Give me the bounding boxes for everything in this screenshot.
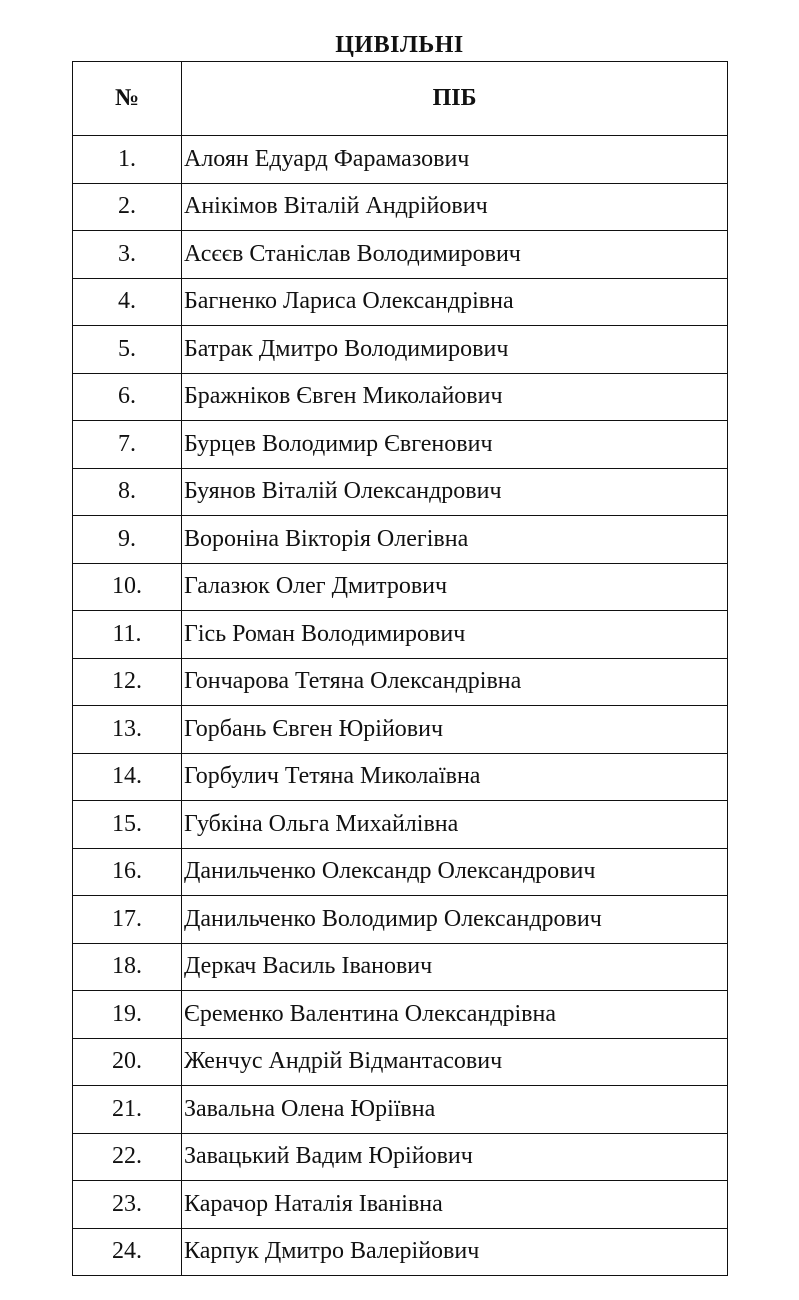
row-number: 21. <box>73 1086 182 1134</box>
column-header-number: № <box>73 62 182 136</box>
row-name: Алоян Едуард Фарамазович <box>182 136 728 184</box>
table-row <box>73 753 728 801</box>
table-row <box>73 848 728 896</box>
row-name: Горбулич Тетяна Миколаївна <box>182 753 728 801</box>
row-number: 23. <box>73 1181 182 1229</box>
table-row <box>73 1086 728 1134</box>
table-body <box>73 136 728 1276</box>
row-name: Женчус Андрій Відмантасович <box>182 1038 728 1086</box>
header-row <box>73 62 728 136</box>
row-name: Карачор Наталія Іванівна <box>182 1181 728 1229</box>
row-name: Асєєв Станіслав Володимирович <box>182 231 728 279</box>
row-number: 17. <box>73 896 182 944</box>
row-number: 13. <box>73 706 182 754</box>
table-row <box>73 1228 728 1276</box>
table-row <box>73 658 728 706</box>
table-row <box>73 373 728 421</box>
column-header-name: ПІБ <box>182 62 728 136</box>
row-name: Багненко Лариса Олександрівна <box>182 278 728 326</box>
row-name: Горбань Євген Юрійович <box>182 706 728 754</box>
row-number: 7. <box>73 421 182 469</box>
table-row <box>73 136 728 184</box>
row-number: 10. <box>73 563 182 611</box>
table-row <box>73 1133 728 1181</box>
row-number: 22. <box>73 1133 182 1181</box>
table-header <box>73 62 728 136</box>
row-name: Карпук Дмитро Валерійович <box>182 1228 728 1276</box>
row-name: Деркач Василь Іванович <box>182 943 728 991</box>
table-row <box>73 421 728 469</box>
row-number: 24. <box>73 1228 182 1276</box>
row-number: 4. <box>73 278 182 326</box>
row-name: Єременко Валентина Олександрівна <box>182 991 728 1039</box>
row-number: 16. <box>73 848 182 896</box>
row-name: Завацький Вадим Юрійович <box>182 1133 728 1181</box>
document-title: ЦИВІЛЬНІ <box>335 32 464 58</box>
table-row <box>73 943 728 991</box>
row-name: Батрак Дмитро Володимирович <box>182 326 728 374</box>
row-name: Данильченко Олександр Олександрович <box>182 848 728 896</box>
row-number: 20. <box>73 1038 182 1086</box>
row-name: Данильченко Володимир Олександрович <box>182 896 728 944</box>
row-name: Бурцев Володимир Євгенович <box>182 421 728 469</box>
table-row <box>73 231 728 279</box>
row-number: 18. <box>73 943 182 991</box>
row-number: 15. <box>73 801 182 849</box>
row-number: 5. <box>73 326 182 374</box>
roster-table <box>72 61 728 1276</box>
row-number: 19. <box>73 991 182 1039</box>
table-row <box>73 1181 728 1229</box>
table-row <box>73 468 728 516</box>
row-number: 12. <box>73 658 182 706</box>
table-row <box>73 563 728 611</box>
row-name: Губкіна Ольга Михайлівна <box>182 801 728 849</box>
table-row <box>73 183 728 231</box>
table-row <box>73 516 728 564</box>
row-name: Гончарова Тетяна Олександрівна <box>182 658 728 706</box>
table-row <box>73 801 728 849</box>
table-row <box>73 991 728 1039</box>
row-name: Гісь Роман Володимирович <box>182 611 728 659</box>
row-number: 3. <box>73 231 182 279</box>
table-row <box>73 1038 728 1086</box>
table-row <box>73 896 728 944</box>
table-row <box>73 611 728 659</box>
row-name: Бражніков Євген Миколайович <box>182 373 728 421</box>
row-number: 9. <box>73 516 182 564</box>
table-row <box>73 326 728 374</box>
row-number: 11. <box>73 611 182 659</box>
row-name: Буянов Віталій Олександрович <box>182 468 728 516</box>
row-name: Завальна Олена Юріївна <box>182 1086 728 1134</box>
row-number: 14. <box>73 753 182 801</box>
row-name: Вороніна Вікторія Олегівна <box>182 516 728 564</box>
row-name: Анікімов Віталій Андрійович <box>182 183 728 231</box>
table-row <box>73 706 728 754</box>
row-number: 8. <box>73 468 182 516</box>
row-number: 6. <box>73 373 182 421</box>
table-row <box>73 278 728 326</box>
row-name: Галазюк Олег Дмитрович <box>182 563 728 611</box>
row-number: 2. <box>73 183 182 231</box>
row-number: 1. <box>73 136 182 184</box>
